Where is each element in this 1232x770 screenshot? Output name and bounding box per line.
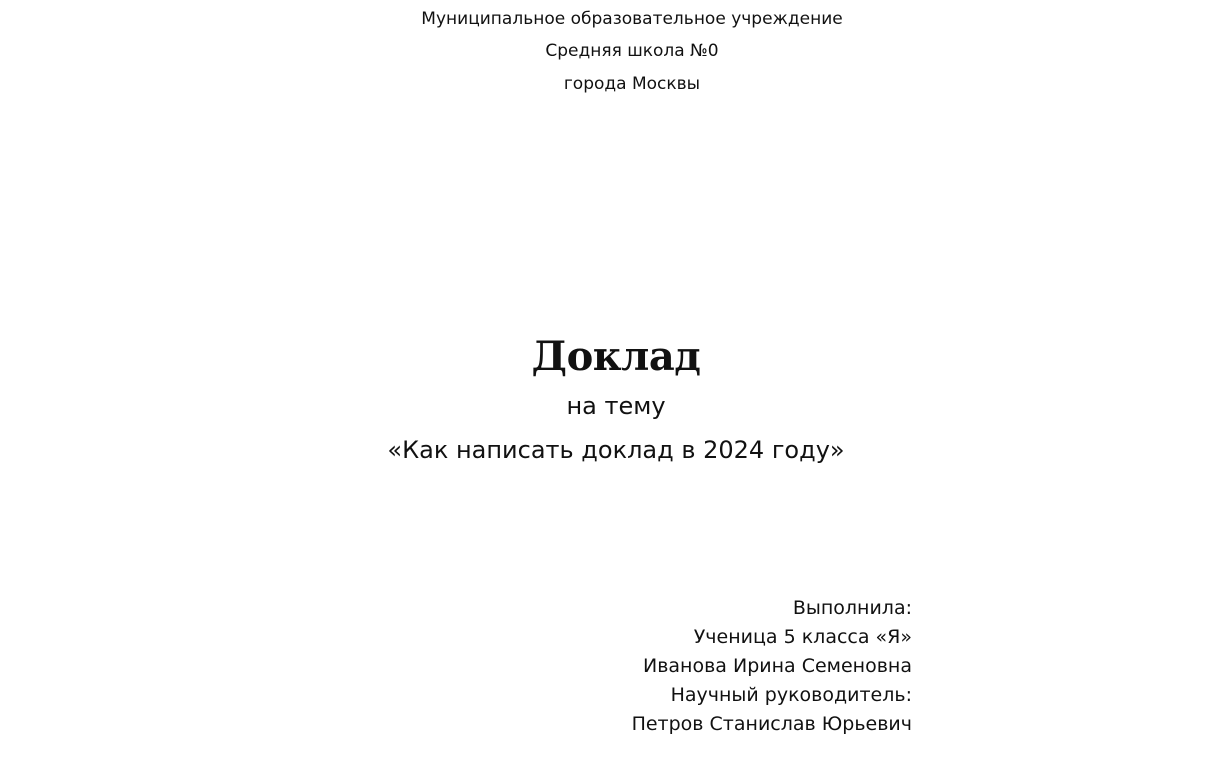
institution-name: Муниципальное образовательное учреждение	[421, 9, 843, 29]
report-subtitle: на тему	[566, 392, 666, 420]
student-class: Ученица 5 класса «Я»	[693, 626, 912, 648]
school-name: Средняя школа №0	[545, 41, 719, 61]
performed-label: Выполнила:	[792, 597, 912, 619]
report-topic: «Как написать доклад в 2024 году»	[387, 436, 845, 464]
supervisor-label: Научный руководитель:	[670, 684, 912, 706]
student-name: Иванова Ирина Семеновна	[643, 655, 912, 677]
supervisor-name: Петров Станислав Юрьевич	[631, 713, 912, 735]
city-name: города Москвы	[563, 74, 701, 94]
report-title: Доклад	[531, 333, 701, 380]
author-block	[632, 594, 912, 739]
